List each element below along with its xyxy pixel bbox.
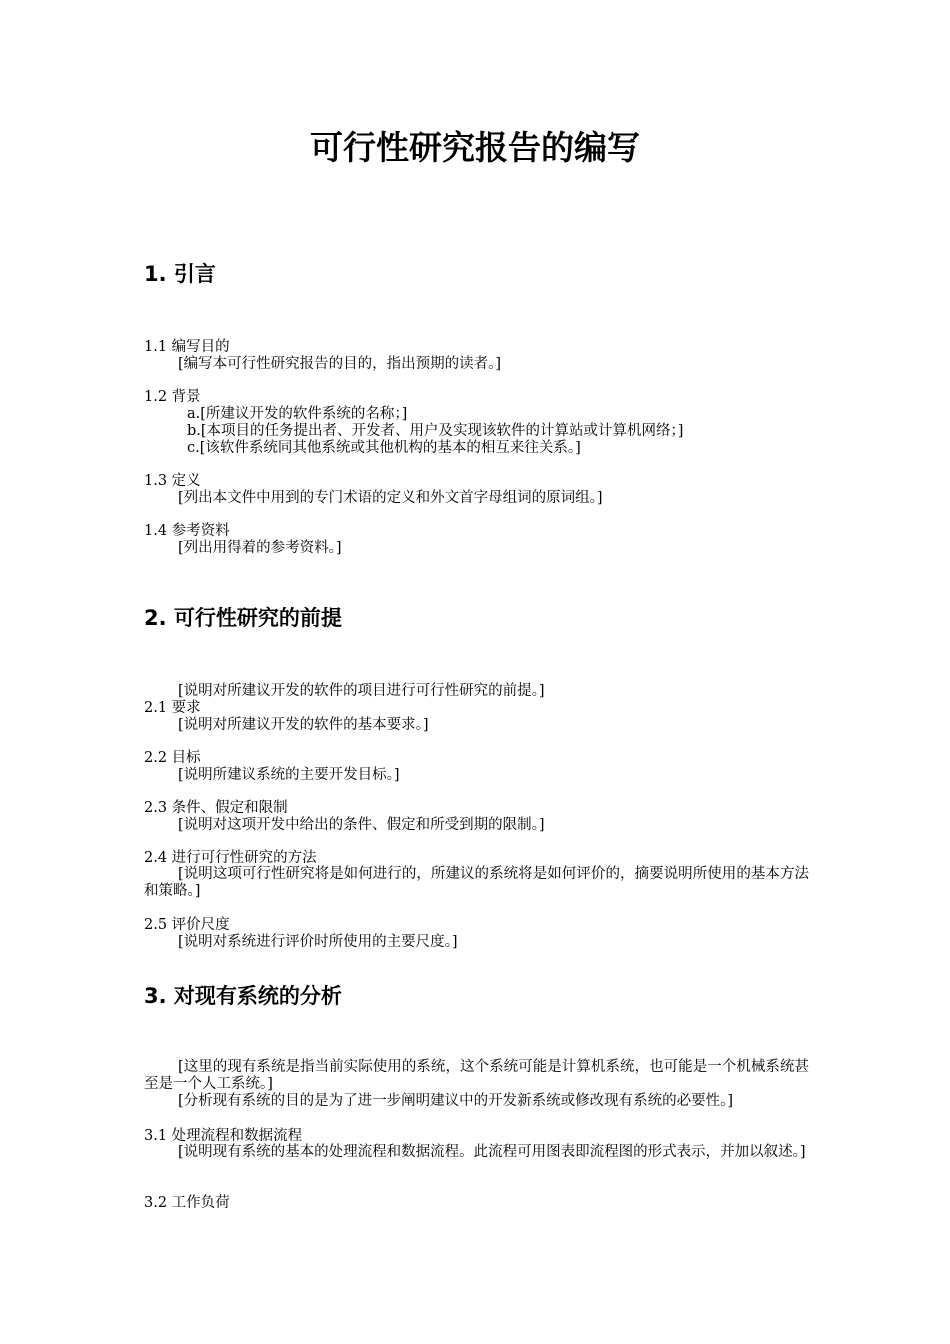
section-2-1-text: [说明对所建议开发的软件的基本要求。] <box>178 717 429 733</box>
section-1-2-item-a: a.[所建议开发的软件系统的名称；] <box>187 406 408 422</box>
section-2-3-text: [说明对这项开发中给出的条件、假定和所受到期的限制。] <box>178 817 545 833</box>
section-1-1-label: 1.1 编写目的 <box>144 339 230 355</box>
section-2-2-text: [说明所建议系统的主要开发目标。] <box>178 767 400 783</box>
section-2-5-label: 2.5 评价尺度 <box>144 917 230 933</box>
section-2-4-label: 2.4 进行可行性研究的方法 <box>144 850 317 866</box>
section-2-heading: 2. 可行性研究的前提 <box>144 606 342 630</box>
section-1-4-label: 1.4 参考资料 <box>144 523 230 539</box>
section-3-heading: 3. 对现有系统的分析 <box>144 984 342 1008</box>
section-1-1-text: [编写本可行性研究报告的目的，指出预期的读者。] <box>178 356 502 372</box>
section-1-4-text: [列出用得着的参考资料。] <box>178 540 342 556</box>
section-2-4-text: [说明这项可行性研究将是如何进行的，所建议的系统将是如何评价的，摘要说明所使用的基本方法和策略。] <box>144 866 809 899</box>
section-2-intro: [说明对所建议开发的软件的项目进行可行性研究的前提。] <box>178 683 545 699</box>
section-1-2-item-b: b.[本项目的任务提出者、开发者、用户及实现该软件的计算站或计算机网络；] <box>187 423 684 439</box>
section-3-intro-1: [这里的现有系统是指当前实际使用的系统，这个系统可能是计算机系统，也可能是一个机械系统甚至是一个人工系统。] <box>144 1059 809 1092</box>
section-1-heading: 1. 引言 <box>144 262 216 286</box>
section-2-1-label: 2.1 要求 <box>144 700 201 716</box>
section-1-2-item-c: c.[该软件系统同其他系统或其他机构的基本的相互来往关系。] <box>187 440 581 456</box>
section-1-3-label: 1.3 定义 <box>144 473 201 489</box>
section-2-3-label: 2.3 条件、假定和限制 <box>144 800 288 816</box>
section-3-1-text: [说明现有系统的基本的处理流程和数据流程。此流程可用图表即流程图的形式表示，并加以叙述。] <box>178 1144 806 1160</box>
section-3-1-label: 3.1 处理流程和数据流程 <box>144 1128 303 1144</box>
section-1-2-label: 1.2 背景 <box>144 389 201 405</box>
document-title: 可行性研究报告的编写 <box>310 128 640 167</box>
section-1-3-text: [列出本文件中用到的专门术语的定义和外文首字母组词的原词组。] <box>178 490 603 506</box>
section-2-2-label: 2.2 目标 <box>144 750 201 766</box>
section-2-5-text: [说明对系统进行评价时所使用的主要尺度。] <box>178 934 458 950</box>
section-3-2-label: 3.2 工作负荷 <box>144 1195 230 1211</box>
section-3-intro-2: [分析现有系统的目的是为了进一步阐明建议中的开发新系统或修改现有系统的必要性。] <box>178 1093 734 1109</box>
